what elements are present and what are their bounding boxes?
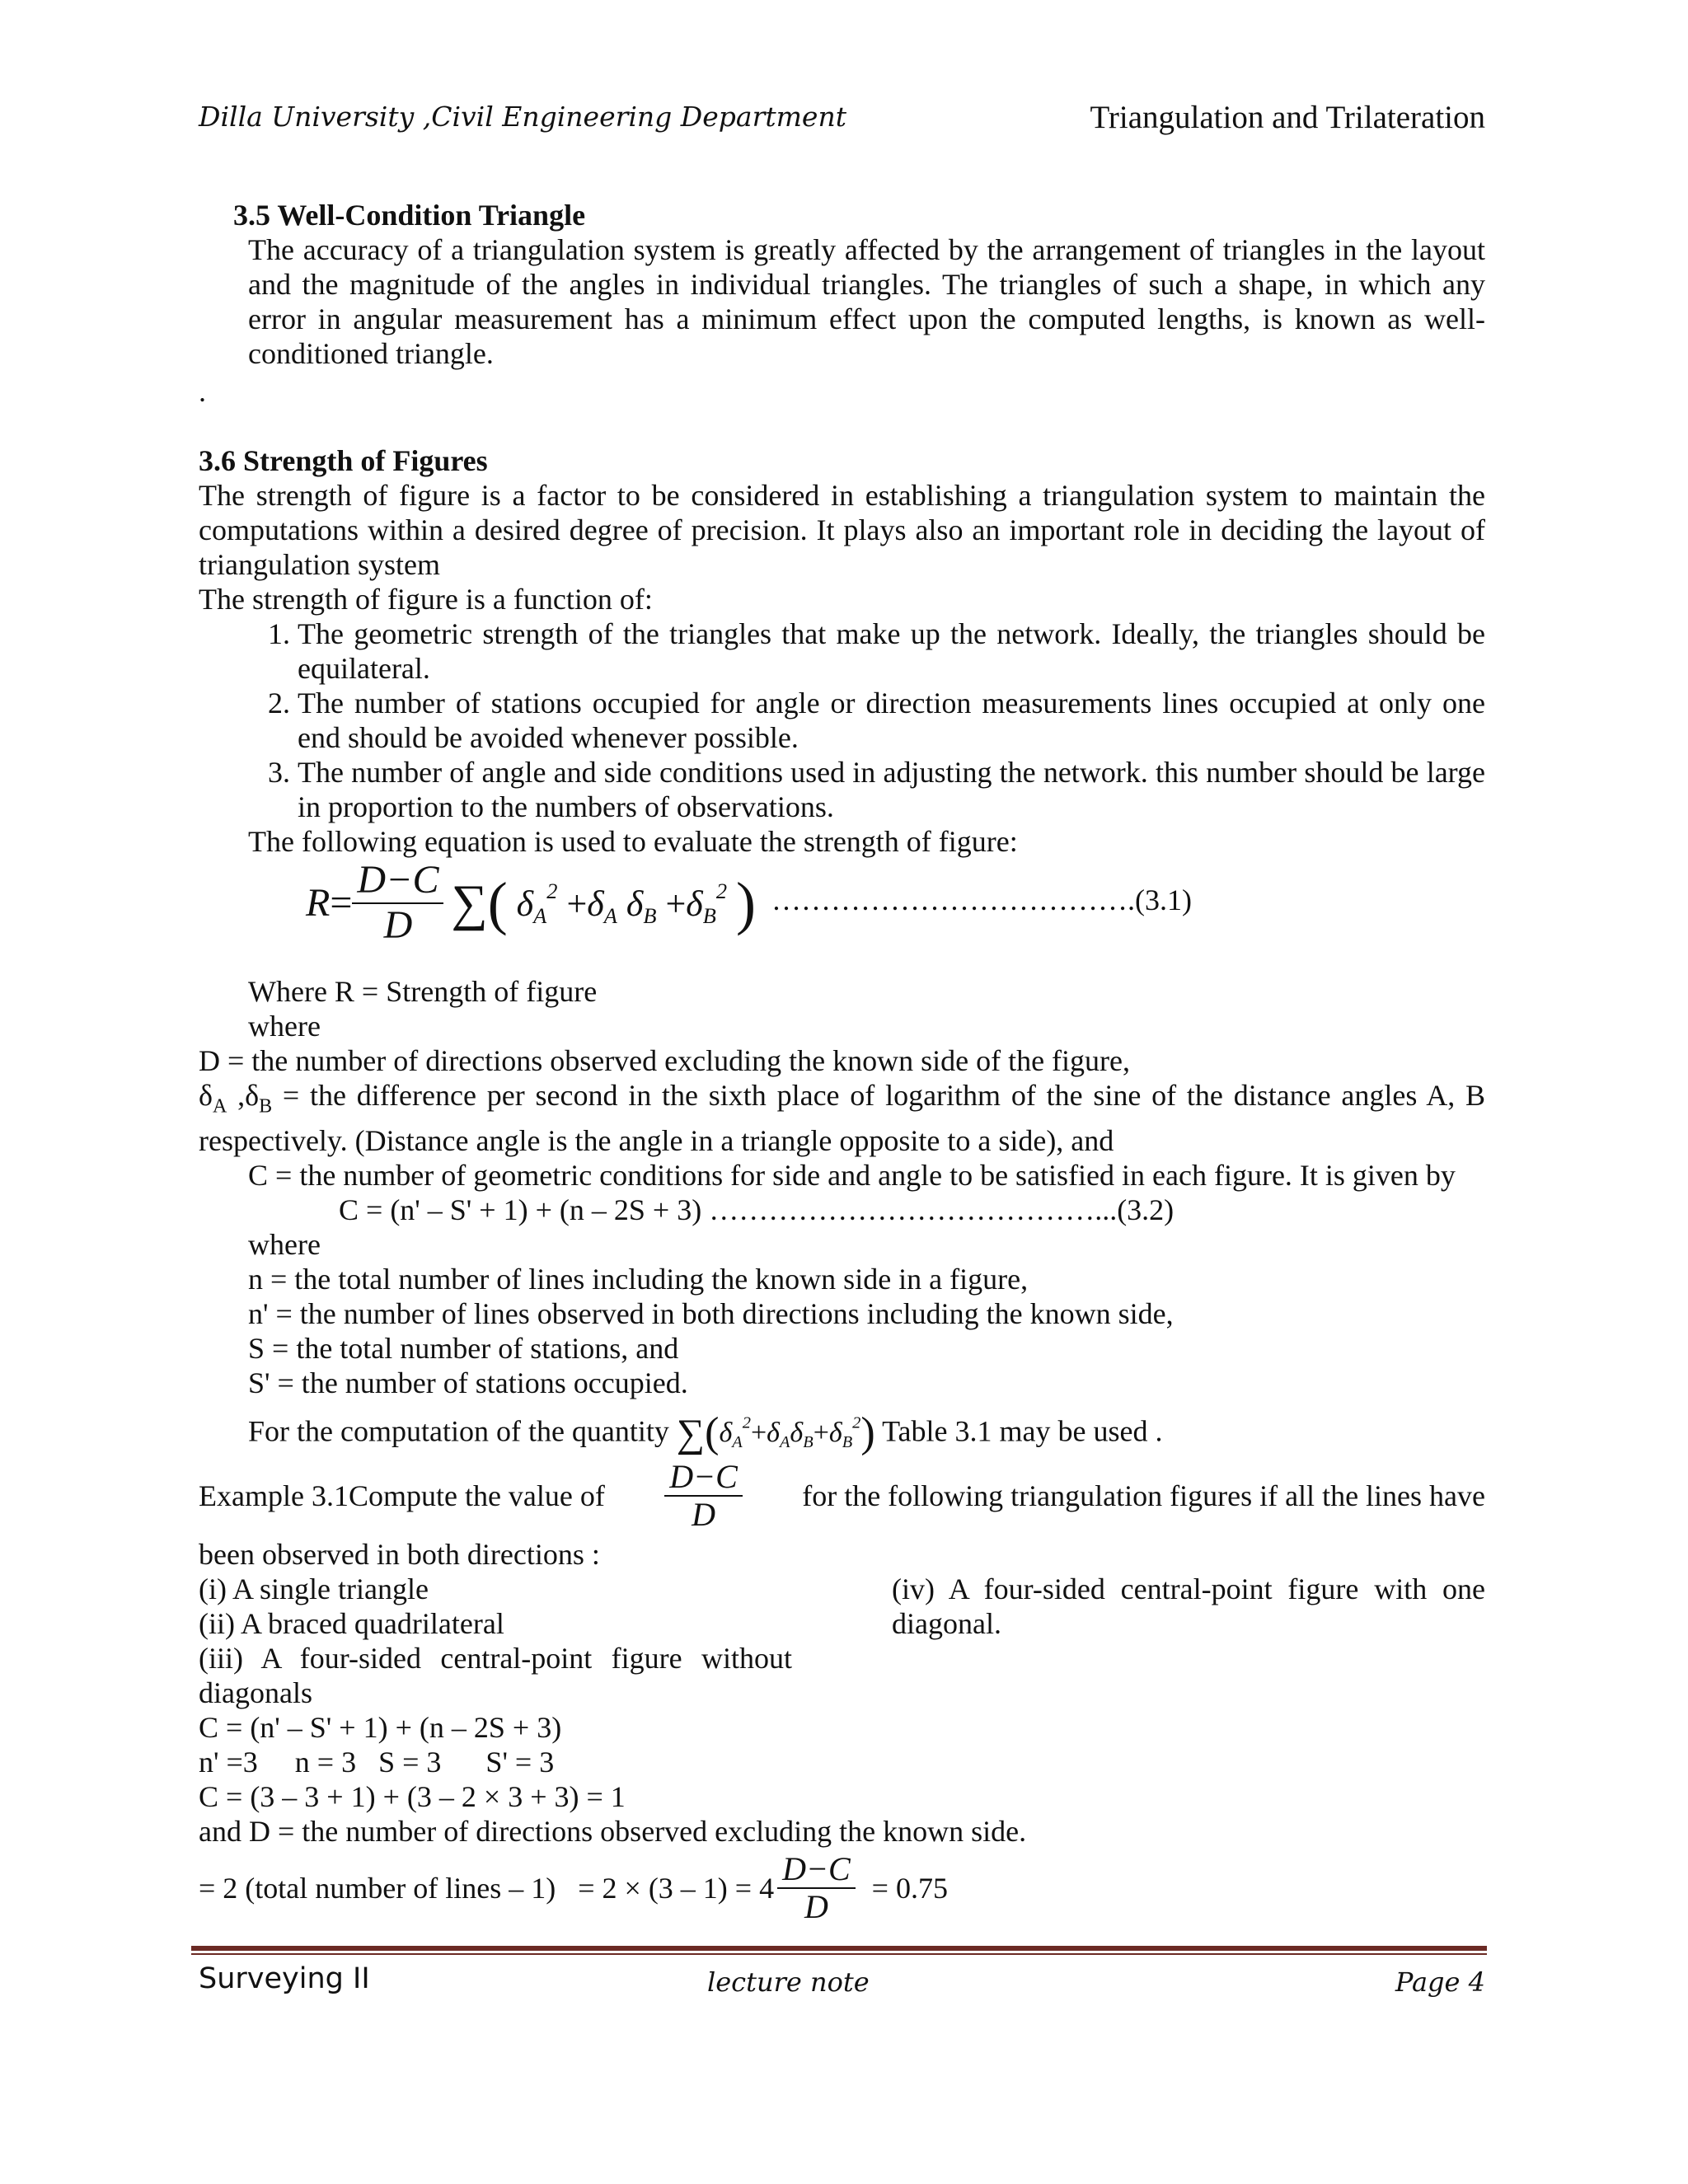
solution-line-1: C = (n' – S' + 1) + (n – 2S + 3) [199, 1711, 562, 1745]
solution-result: = 0.75 [871, 1872, 948, 1905]
sub-b: B [643, 902, 657, 928]
solution-numerator: D−C [782, 1850, 851, 1888]
solution-line-2: n' =3 n = 3 S = 3 S' = 3 [199, 1746, 555, 1779]
footer-left: Surveying II [199, 1962, 370, 1995]
example-fraction [664, 1459, 743, 1533]
eq-denominator: D [383, 902, 413, 947]
list-item: 3. The number of angle and side conditions used in adjusting the network. this number should be large in proportion to the numbers of observations. [298, 755, 1485, 824]
case-iv: (iv) A four-sided central-point figure with one diagonal. [892, 1572, 1485, 1641]
delta: δ [626, 883, 644, 924]
equation-3-2: C = (n' – S' + 1) + (n – 2S + 3) …………………………………...(3.2) [339, 1193, 1175, 1227]
equation-intro: The following equation is used to evaluate the strength of figure: [248, 825, 1018, 858]
equation-3-1 [306, 859, 1485, 974]
plus: + [566, 883, 588, 924]
def-n: n = the total number of lines including the known side in a figure, [248, 1263, 1029, 1296]
delta: δ [686, 883, 703, 924]
header-right: Triangulation and Trilateration [1090, 100, 1485, 135]
content [199, 198, 1485, 1928]
cases-left [199, 1572, 792, 1710]
plus: + [665, 883, 687, 924]
example-cont: been observed in both directions : [199, 1538, 600, 1572]
def-d: D = the number of directions observed excluding the known side of the figure, [199, 1044, 1131, 1077]
example-denominator: D [692, 1496, 715, 1534]
footer-middle: lecture note [707, 1966, 870, 1998]
def-n-prime: n' = the number of lines observed in both directions including the known side, [248, 1297, 1174, 1331]
eq-lparen: ( [487, 869, 508, 936]
where-r: Where R = Strength of figure [248, 975, 598, 1008]
eq-terms [508, 878, 736, 928]
where-label: where [248, 1010, 321, 1043]
example-intro: Example 3.1Compute the value of [199, 1479, 605, 1513]
stray-dot: . [199, 375, 206, 408]
eq-number: ……………………………….(3.1) [771, 883, 1193, 917]
example-numerator: D−C [669, 1458, 738, 1496]
sub-a: A [603, 902, 617, 928]
sup-2: 2 [715, 878, 728, 903]
inline-sum: $\sum(\delta_A^2+\delta_A\delta_B+\delta_B^2)$ [676, 1408, 875, 1456]
solution-line-3: C = (3 – 3 + 1) + (3 – 2 × 3 + 3) = 1 [199, 1780, 626, 1814]
where-label-2: where [248, 1228, 321, 1262]
list-item: 1. The geometric strength of the triangles that make up the network. Ideally, the triangles should be equilateral. [298, 616, 1485, 686]
computation-line [248, 1405, 1485, 1456]
case-ii: (ii) A braced quadrilateral [199, 1607, 504, 1641]
solution-line-5 [199, 1849, 1485, 1928]
section-3-6-body: The strength of figure is a factor to be considered in establishing a triangulation system to maintain the computations within a desired degree of precision. It plays also an important role in deciding the layout of triangulation system [199, 479, 1485, 581]
example-cases [199, 1572, 1485, 1710]
list-item: 2. The number of stations occupied for angle or direction measurements lines occupied at only one end should be avoided whenever possible. [298, 686, 1485, 755]
def-delta: $\delta_A$ $,\delta_B$ = the difference per second in the sixth place of logarithm of the sine of the distance angles A, B respectively. (Distance angle is the angle in a triangle opposite to a side), and [199, 1079, 1485, 1158]
example-intro-line [199, 1455, 1485, 1537]
solution-denominator: D [804, 1888, 828, 1926]
function-list [199, 616, 1485, 824]
sub-b: B [702, 902, 716, 928]
case-i: (i) A single triangle [199, 1572, 429, 1606]
def-s: S = the total number of stations, and [248, 1332, 679, 1366]
footer-rule [191, 1946, 1487, 1951]
case-iii: (iii) A four-sided central-point figure without diagonals [199, 1642, 792, 1710]
section-3-5-body: The accuracy of a triangulation system is greatly affected by the arrangement of triangles in the layout and the magnitude of the angles in individual triangles. The triangles of such a shape, in which any error in angular measurement has a minimum effect upon the computed lengths, is known as well-conditioned triangle. [248, 233, 1485, 370]
sup-2: 2 [546, 878, 558, 903]
computation-text: For the computation of the quantity [248, 1414, 669, 1448]
eq-numerator: D−C [357, 858, 439, 902]
delta: δ [516, 883, 534, 924]
section-3-5-title: 3.5 Well-Condition Triangle [233, 199, 586, 232]
eq-rparen: ) [736, 869, 757, 936]
solution-fraction [777, 1851, 856, 1925]
footer-rule-thin [191, 1953, 1487, 1955]
eq-fraction [352, 859, 443, 948]
section-3-6-intro: The strength of figure is a function of: [199, 583, 653, 616]
eq-lhs: R [306, 880, 331, 925]
sigma-symbol: ∑ [451, 874, 488, 931]
eq-equals: = [330, 880, 353, 925]
computation-text-post: Table 3.1 may be used . [882, 1414, 1163, 1448]
def-c: C = the number of geometric conditions for side and angle to be satisfied in each figure. It is given by [248, 1159, 1456, 1193]
solution-text: = 2 (total number of lines – 1) = 2 × (3 – 1) = 4 [199, 1872, 775, 1905]
solution-line-4: and D = the number of directions observed excluding the known side. [199, 1815, 1027, 1849]
header-left: Dilla University ,Civil Engineering Department [199, 101, 846, 133]
sub-a: A [533, 902, 547, 928]
def-s-prime: S' = the number of stations occupied. [248, 1366, 688, 1400]
footer-page-number: Page 4 [1395, 1966, 1485, 1998]
section-3-6-title: 3.6 Strength of Figures [199, 444, 488, 477]
example-intro-post: for the following triangulation figures if all the lines have [802, 1479, 1485, 1513]
delta: δ [587, 883, 604, 924]
cases-right [892, 1572, 1485, 1710]
